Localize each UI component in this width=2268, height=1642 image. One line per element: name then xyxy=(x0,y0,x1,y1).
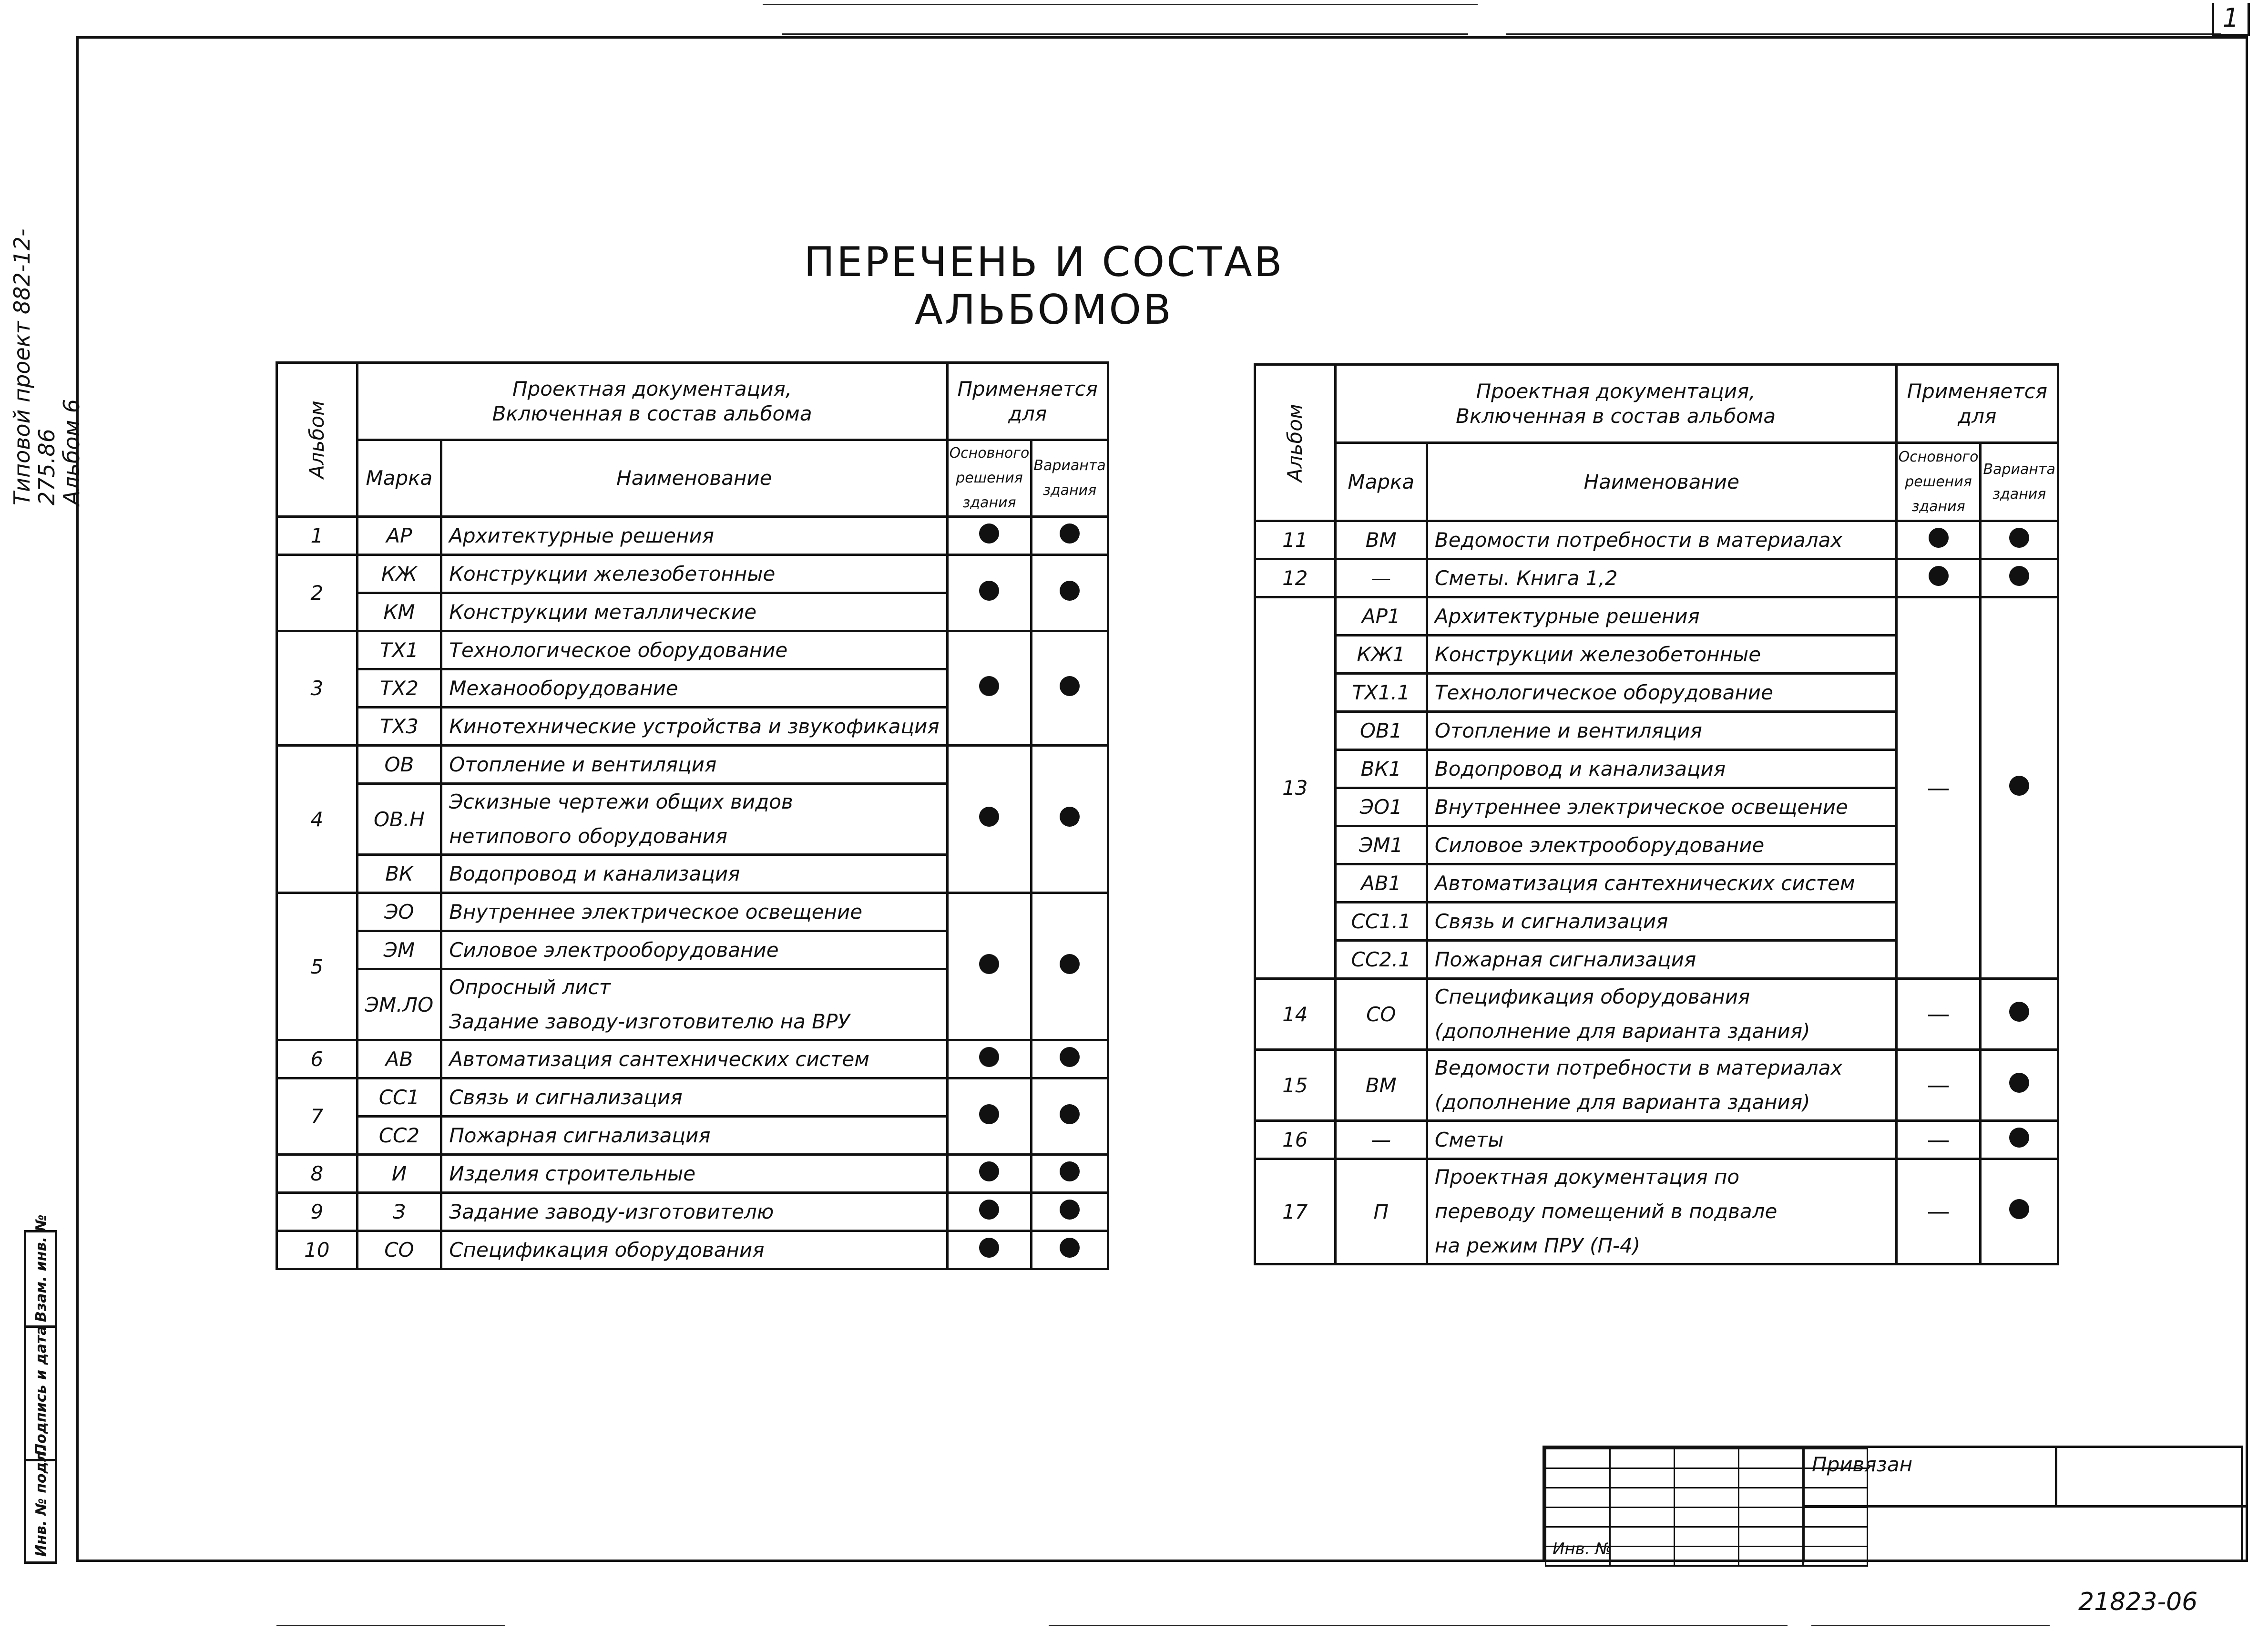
doc-name xyxy=(1427,979,1896,1050)
doc-mark: АВ1 xyxy=(1335,864,1427,903)
album-number: 15 xyxy=(1255,1050,1336,1121)
applies-variant-cell xyxy=(1981,559,2058,597)
doc-name-line: Связь и сигнализация xyxy=(1434,910,1668,933)
doc-name xyxy=(441,1155,947,1193)
doc-name-line: Автоматизация сантехнических систем xyxy=(1434,872,1855,895)
doc-name-line: Сметы xyxy=(1434,1128,1504,1151)
doc-name xyxy=(441,517,947,555)
doc-mark: КМ xyxy=(357,593,441,631)
table-row xyxy=(277,1193,1108,1231)
doc-name-line: Ведомости потребности в материалах xyxy=(1434,1056,1843,1079)
doc-name-line: Задание заводу-изготовителю на ВРУ xyxy=(449,1010,850,1033)
album-number: 2 xyxy=(277,555,358,631)
doc-mark: СС2 xyxy=(357,1117,441,1155)
header-name: Наименование xyxy=(441,440,947,517)
doc-name xyxy=(441,1231,947,1269)
filled-dot-icon xyxy=(2009,1073,2029,1093)
doc-name-line: Архитектурные решения xyxy=(1434,605,1700,628)
doc-mark: ЭМ1 xyxy=(1335,826,1427,864)
doc-name-line: Внутреннее электрическое освещение xyxy=(449,900,863,924)
table-row xyxy=(1255,979,2058,1050)
header-main-building-right: Основного решения здания xyxy=(1896,443,1981,521)
doc-name-line: Спецификация оборудования xyxy=(449,1238,765,1262)
page-title: ПЕРЕЧЕНЬ И СОСТАВ АЛЬБОМОВ xyxy=(804,238,1284,334)
doc-name xyxy=(1427,788,1896,826)
doc-mark: АР1 xyxy=(1335,597,1427,636)
table-row xyxy=(277,555,1108,593)
bottom-rule-2 xyxy=(1049,1625,1788,1626)
doc-mark: ЭО1 xyxy=(1335,788,1427,826)
doc-name-line: Задание заводу-изготовителю xyxy=(449,1200,774,1223)
doc-name-line: Архитектурные решения xyxy=(449,524,714,547)
doc-name-line: Ведомости потребности в материалах xyxy=(1434,528,1843,552)
doc-name-line: Конструкции железобетонные xyxy=(449,562,776,585)
doc-name-line: Водопровод и канализация xyxy=(449,862,740,885)
doc-mark: ЭО xyxy=(357,893,441,931)
header-docs-right-line-2: Включенная в состав альбома xyxy=(1456,404,1776,428)
doc-mark: ВК xyxy=(357,855,441,893)
dash-mark: — xyxy=(1927,1126,1950,1153)
doc-name-line: на режим ПРУ (П-4) xyxy=(1434,1234,1641,1257)
doc-name xyxy=(441,969,947,1040)
filled-dot-icon xyxy=(979,1047,999,1067)
side-title-line-1: Типовой проект 882-12-275.86 xyxy=(9,228,60,505)
doc-name xyxy=(1427,559,1896,597)
applies-main-cell xyxy=(947,631,1032,746)
filled-dot-icon xyxy=(979,1200,999,1220)
album-number: 3 xyxy=(277,631,358,746)
doc-name xyxy=(1427,1159,1896,1264)
doc-name-line: Спецификация оборудования xyxy=(1434,985,1750,1008)
doc-name xyxy=(441,555,947,593)
table-row xyxy=(277,1078,1108,1117)
bottom-rule-1 xyxy=(276,1625,505,1626)
doc-mark: ЭМ xyxy=(357,931,441,969)
doc-name-line: Пожарная сигнализация xyxy=(1434,948,1696,971)
filled-dot-icon xyxy=(1060,676,1080,696)
filled-dot-icon xyxy=(979,581,999,601)
bottom-rule-3 xyxy=(1811,1625,2050,1626)
applies-main-cell xyxy=(947,1155,1032,1193)
applies-variant-cell xyxy=(1032,893,1108,1040)
applies-variant-cell xyxy=(1032,1078,1108,1155)
album-number: 4 xyxy=(277,746,358,893)
applies-main-cell xyxy=(947,1231,1032,1269)
table-row xyxy=(1255,597,2058,636)
filled-dot-icon xyxy=(1060,1200,1080,1220)
doc-name xyxy=(1427,521,1896,559)
doc-name-line: Эскизные чертежи общих видов xyxy=(449,790,793,813)
doc-name-line: Силовое электрооборудование xyxy=(449,938,779,962)
stamp-inv-no: Инв. № xyxy=(1553,1539,1612,1559)
header-docs-right xyxy=(1335,365,1896,443)
table-row xyxy=(1255,1159,2058,1264)
doc-name-line: Опросный лист xyxy=(449,975,611,999)
doc-name xyxy=(1427,1050,1896,1121)
header-variant-building-right: Варианта здания xyxy=(1981,443,2058,521)
stamp-divider-3 xyxy=(1802,1505,2246,1508)
title-block-stamp xyxy=(1543,1446,2243,1562)
doc-mark: СС2.1 xyxy=(1335,941,1427,979)
doc-mark: ТХ1 xyxy=(357,631,441,669)
strip-cell-replace xyxy=(26,1214,55,1328)
filled-dot-icon xyxy=(1929,566,1949,586)
applies-main-cell xyxy=(1896,979,1981,1050)
applies-variant-cell xyxy=(1981,1159,2058,1264)
doc-name-line: Механооборудование xyxy=(449,677,678,700)
header-docs-right-line-1: Проектная документация, xyxy=(1476,379,1756,403)
doc-name xyxy=(441,855,947,893)
applies-main-cell xyxy=(1896,597,1981,979)
strip-text-signature: Подпись и дата xyxy=(33,1325,50,1456)
doc-name xyxy=(1427,903,1896,941)
table-row xyxy=(277,1040,1108,1078)
filled-dot-icon xyxy=(979,676,999,696)
doc-name-line: переводу помещений в подвале xyxy=(1434,1200,1778,1223)
doc-name-line: Внутреннее электрическое освещение xyxy=(1434,795,1848,819)
doc-name-line: нетипового оборудования xyxy=(449,824,728,848)
doc-name xyxy=(1427,1121,1896,1159)
filled-dot-icon xyxy=(2009,776,2029,796)
doc-mark: ТХ2 xyxy=(357,669,441,708)
filled-dot-icon xyxy=(979,523,999,544)
doc-name xyxy=(441,1193,947,1231)
applies-main-cell xyxy=(1896,1121,1981,1159)
filled-dot-icon xyxy=(1929,528,1949,548)
stamp-privyazan: Привязан xyxy=(1812,1453,1913,1476)
table-row xyxy=(277,893,1108,931)
doc-mark: ОВ1 xyxy=(1335,712,1427,750)
table-row xyxy=(1255,1050,2058,1121)
doc-name-line: Изделия строительные xyxy=(449,1162,696,1185)
album-number: 10 xyxy=(277,1231,358,1269)
strip-text-inventory: Инв. № подл. xyxy=(33,1446,50,1557)
applies-main-cell xyxy=(947,1193,1032,1231)
doc-name xyxy=(441,931,947,969)
applies-main-cell xyxy=(947,1040,1032,1078)
album-number: 1 xyxy=(277,517,358,555)
doc-name xyxy=(441,631,947,669)
doc-mark: — xyxy=(1335,559,1427,597)
doc-name-line: Водопровод и канализация xyxy=(1434,757,1726,780)
doc-mark: ВМ xyxy=(1335,521,1427,559)
header-applies-right: Применяется для xyxy=(1896,365,2058,443)
table-row xyxy=(277,746,1108,784)
dash-mark: — xyxy=(1927,1072,1950,1098)
header-album-right: Альбом xyxy=(1255,365,1336,521)
applies-variant-cell xyxy=(1032,1155,1108,1193)
table-row xyxy=(1255,559,2058,597)
album-number: 12 xyxy=(1255,559,1336,597)
header-marka-right: Марка xyxy=(1335,443,1427,521)
filled-dot-icon xyxy=(979,1161,999,1181)
doc-name-line: (дополнение для варианта здания) xyxy=(1434,1019,1810,1043)
applies-variant-cell xyxy=(1032,1231,1108,1269)
header-variant-building: Варианта здания xyxy=(1032,440,1108,517)
doc-name xyxy=(441,669,947,708)
applies-main-cell xyxy=(947,555,1032,631)
doc-mark: ВК1 xyxy=(1335,750,1427,788)
doc-mark: ТХ1.1 xyxy=(1335,674,1427,712)
doc-name-line: Связь и сигнализация xyxy=(449,1086,683,1109)
doc-name-line: Пожарная сигнализация xyxy=(449,1124,711,1147)
table-row xyxy=(277,1231,1108,1269)
filled-dot-icon xyxy=(2009,1002,2029,1022)
doc-mark: СО xyxy=(357,1231,441,1269)
table-row xyxy=(1255,521,2058,559)
filled-dot-icon xyxy=(1060,581,1080,601)
header-docs-line-1: Проектная документация, xyxy=(512,377,792,400)
doc-name xyxy=(1427,864,1896,903)
header-marka: Марка xyxy=(357,440,441,517)
doc-name xyxy=(1427,941,1896,979)
applies-variant-cell xyxy=(1032,555,1108,631)
filled-dot-icon xyxy=(1060,523,1080,544)
applies-variant-cell xyxy=(1981,597,2058,979)
strip-cell-signature xyxy=(26,1325,55,1461)
doc-name xyxy=(1427,674,1896,712)
doc-mark: АВ xyxy=(357,1040,441,1078)
applies-main-cell xyxy=(947,893,1032,1040)
doc-name-line: Сметы. Книга 1,2 xyxy=(1434,566,1618,590)
doc-name xyxy=(441,746,947,784)
filled-dot-icon xyxy=(1060,1047,1080,1067)
applies-main-cell xyxy=(1896,1159,1981,1264)
doc-mark: АР xyxy=(357,517,441,555)
applies-main-cell xyxy=(947,517,1032,555)
albums-table-right xyxy=(1254,363,2059,1265)
strip-cell-inventory xyxy=(26,1446,55,1561)
album-number: 5 xyxy=(277,893,358,1040)
albums-table-left xyxy=(276,361,1109,1270)
stamp-divider-2 xyxy=(2055,1448,2057,1505)
filled-dot-icon xyxy=(2009,1199,2029,1219)
doc-name xyxy=(1427,597,1896,636)
doc-mark: И xyxy=(357,1155,441,1193)
doc-name-line: Технологическое оборудование xyxy=(449,638,788,662)
doc-mark: СО xyxy=(1335,979,1427,1050)
dash-mark: — xyxy=(1927,774,1950,801)
header-main-building: Основного решения здания xyxy=(947,440,1032,517)
applies-main-cell xyxy=(1896,559,1981,597)
doc-name xyxy=(441,1040,947,1078)
doc-name xyxy=(441,593,947,631)
doc-mark: З xyxy=(357,1193,441,1231)
side-title-line-2: Альбом 6 xyxy=(59,399,84,505)
doc-mark: КЖ xyxy=(357,555,441,593)
doc-name xyxy=(441,893,947,931)
applies-variant-cell xyxy=(1981,1050,2058,1121)
filled-dot-icon xyxy=(979,1238,999,1258)
filled-dot-icon xyxy=(2009,1128,2029,1148)
doc-name xyxy=(441,1078,947,1117)
sheet-number: 1 xyxy=(2212,3,2250,36)
doc-mark: ОВ xyxy=(357,746,441,784)
album-number: 11 xyxy=(1255,521,1336,559)
doc-mark: ОВ.Н xyxy=(357,784,441,855)
applies-variant-cell xyxy=(1981,1121,2058,1159)
applies-variant-cell xyxy=(1981,979,2058,1050)
doc-mark: П xyxy=(1335,1159,1427,1264)
album-number: 8 xyxy=(277,1155,358,1193)
footer-document-code: 21823-06 xyxy=(2078,1588,2198,1616)
doc-name xyxy=(1427,636,1896,674)
top-rule-3 xyxy=(1506,33,2221,35)
top-rule-2 xyxy=(782,33,1468,35)
top-rule-1 xyxy=(763,4,1478,5)
header-applies: Применяется для xyxy=(947,363,1108,440)
filled-dot-icon xyxy=(979,807,999,827)
table-row xyxy=(277,517,1108,555)
table-row xyxy=(277,1155,1108,1193)
strip-text-replace: Взам. инв. № xyxy=(33,1214,50,1322)
header-docs xyxy=(357,363,947,440)
doc-name xyxy=(441,708,947,746)
doc-name-line: Силовое электрооборудование xyxy=(1434,833,1765,857)
filled-dot-icon xyxy=(1060,1161,1080,1181)
doc-mark: СС1 xyxy=(357,1078,441,1117)
applies-variant-cell xyxy=(1032,517,1108,555)
doc-mark: — xyxy=(1335,1121,1427,1159)
left-stamp-strip xyxy=(24,1214,57,1564)
doc-name-line: Конструкции металлические xyxy=(449,600,757,624)
doc-name-line: Технологическое оборудование xyxy=(1434,681,1773,704)
album-number: 17 xyxy=(1255,1159,1336,1264)
filled-dot-icon xyxy=(1060,1104,1080,1124)
filled-dot-icon xyxy=(1060,954,1080,974)
filled-dot-icon xyxy=(1060,807,1080,827)
dash-mark: — xyxy=(1927,1001,1950,1027)
filled-dot-icon xyxy=(979,954,999,974)
right-table-body xyxy=(1255,521,2058,1264)
album-number: 6 xyxy=(277,1040,358,1078)
doc-name-line: Автоматизация сантехнических систем xyxy=(449,1047,869,1071)
header-name-right: Наименование xyxy=(1427,443,1896,521)
filled-dot-icon xyxy=(979,1104,999,1124)
doc-name-line: Проектная документация по xyxy=(1434,1165,1740,1189)
doc-mark: КЖ1 xyxy=(1335,636,1427,674)
filled-dot-icon xyxy=(2009,528,2029,548)
side-project-title xyxy=(9,153,84,505)
applies-variant-cell xyxy=(1032,1040,1108,1078)
left-table-body xyxy=(277,517,1108,1269)
doc-name-line: Отопление и вентиляция xyxy=(449,753,717,776)
doc-mark: СС1.1 xyxy=(1335,903,1427,941)
doc-name-line: (дополнение для варианта здания) xyxy=(1434,1090,1810,1114)
applies-main-cell xyxy=(947,1078,1032,1155)
album-number: 7 xyxy=(277,1078,358,1155)
album-number: 9 xyxy=(277,1193,358,1231)
doc-name xyxy=(441,1117,947,1155)
album-number: 14 xyxy=(1255,979,1336,1050)
applies-main-cell xyxy=(947,746,1032,893)
doc-name xyxy=(441,784,947,855)
doc-mark: ВМ xyxy=(1335,1050,1427,1121)
applies-variant-cell xyxy=(1032,1193,1108,1231)
album-number: 16 xyxy=(1255,1121,1336,1159)
applies-variant-cell xyxy=(1981,521,2058,559)
doc-name-line: Конструкции железобетонные xyxy=(1434,643,1761,666)
applies-variant-cell xyxy=(1032,746,1108,893)
filled-dot-icon xyxy=(2009,566,2029,586)
table-row xyxy=(1255,1121,2058,1159)
applies-main-cell xyxy=(1896,521,1981,559)
doc-name-line: Кинотехнические устройства и звукофикация xyxy=(449,715,940,738)
doc-name-line: Отопление и вентиляция xyxy=(1434,719,1702,742)
table-row xyxy=(277,631,1108,669)
applies-variant-cell xyxy=(1032,631,1108,746)
header-docs-line-2: Включенная в состав альбома xyxy=(492,401,812,425)
doc-mark: ЭМ.ЛО xyxy=(357,969,441,1040)
doc-name xyxy=(1427,826,1896,864)
doc-mark: ТХ3 xyxy=(357,708,441,746)
doc-name xyxy=(1427,712,1896,750)
header-album: Альбом xyxy=(277,363,358,517)
applies-main-cell xyxy=(1896,1050,1981,1121)
dash-mark: — xyxy=(1927,1198,1950,1225)
album-number: 13 xyxy=(1255,597,1336,979)
doc-name xyxy=(1427,750,1896,788)
filled-dot-icon xyxy=(1060,1238,1080,1258)
